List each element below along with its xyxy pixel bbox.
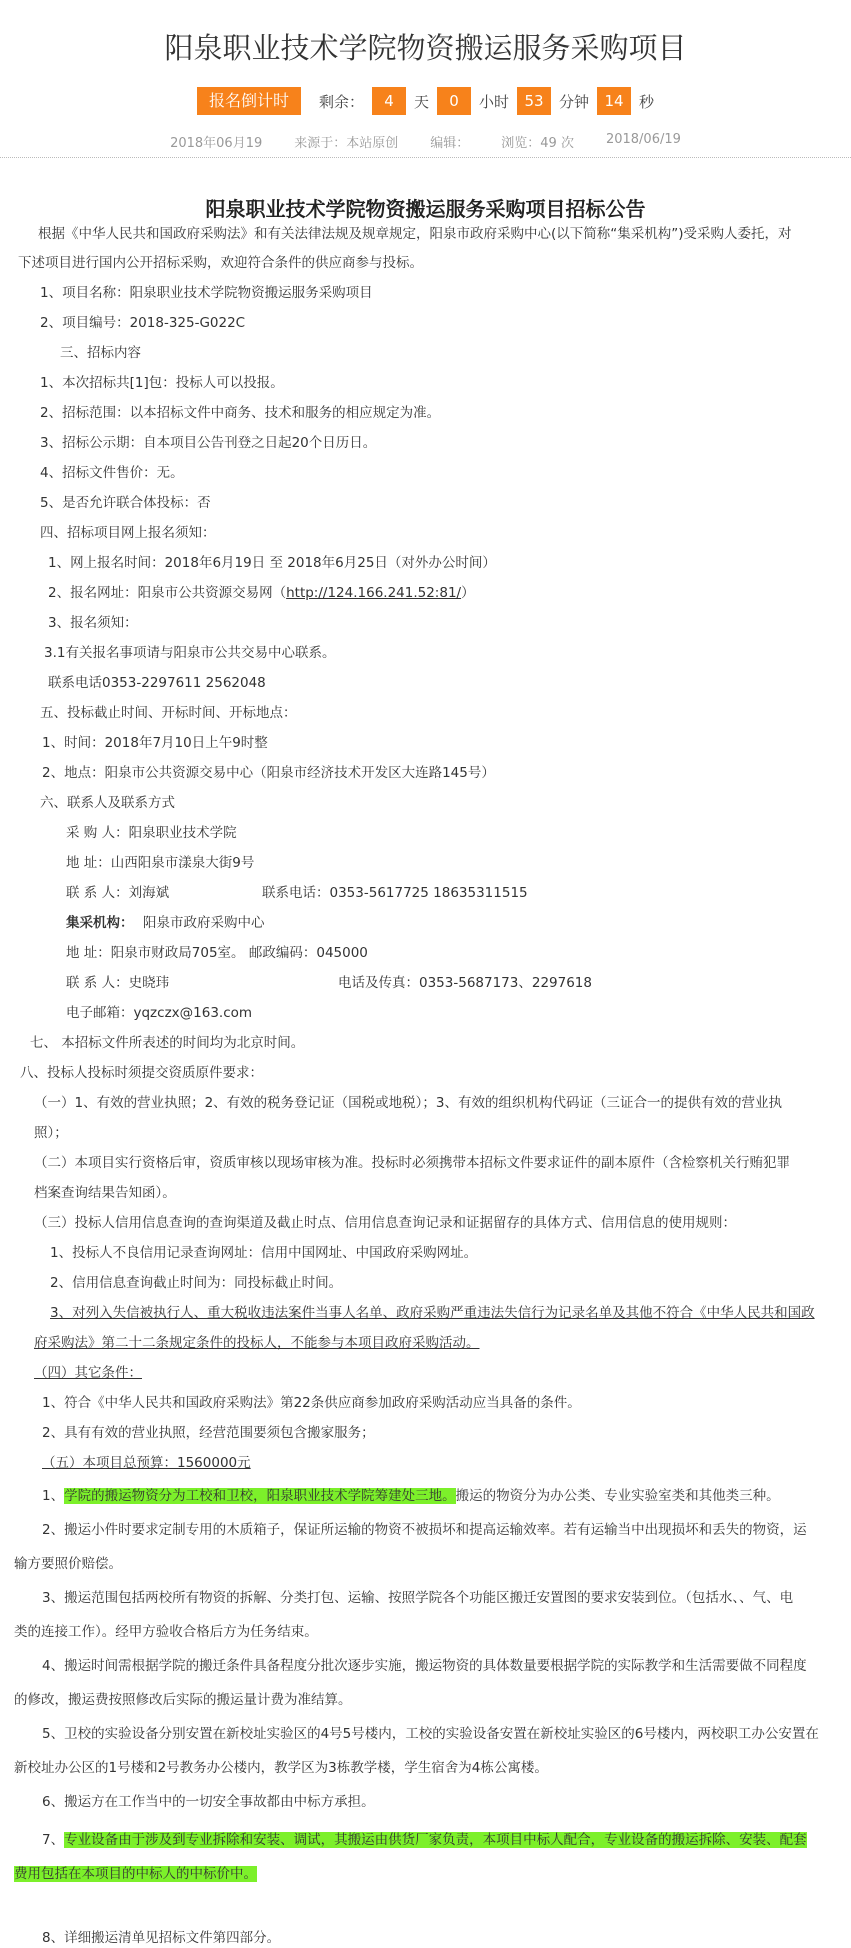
paragraph-line: 1、项目名称：阳泉职业技术学院物资搬运服务采购项目 — [40, 285, 373, 301]
section-heading: （四）其它条件： — [34, 1365, 142, 1381]
remain-label: 剩余： — [318, 92, 364, 111]
paragraph-line: 5、卫校的实验设备分别安置在新校址实验区的4号5号楼内，工校的实验设备安置在新校址实验区的6号楼内，两校职工办公安置在 — [42, 1726, 819, 1742]
item-number: 7、 — [42, 1832, 65, 1848]
paragraph-line: 联系电话0353-2297611 2562048 — [48, 675, 266, 691]
paragraph-line: 阳泉市政府采购中心 — [143, 915, 265, 931]
section-heading: 三、招标内容 — [60, 345, 141, 361]
paragraph-line: 输方要照价赔偿。 — [14, 1556, 122, 1572]
registration-link[interactable]: http://124.166.241.52:81/ — [286, 585, 462, 601]
countdown-bar — [0, 87, 851, 115]
paragraph-line: 集采机构： — [66, 915, 134, 931]
paragraph-line: 3、搬运范围包括两校所有物资的拆解、分类打包、运输、按照学院各个功能区搬迁安置图的要求安装到位。（包括水、、气、电 — [42, 1590, 794, 1606]
paragraph-line: 电子邮箱：yqzczx@163.com — [66, 1005, 253, 1021]
paragraph-line: （一）1、有效的营业执照；2、有效的税务登记证（国税或地税）；3、有效的组织机构代码证（三证合一的提供有效的营业执 — [34, 1095, 783, 1111]
meta-source: 来源于：本站原创 — [294, 136, 399, 151]
countdown-days: 4 — [372, 87, 406, 115]
item-text: 搬运的物资分为办公类、专业实验室类和其他类三种。 — [455, 1488, 780, 1504]
countdown-seconds: 14 — [597, 87, 631, 115]
paragraph-line: 1、网上报名时间：2018年6月19日 至 2018年6月25日（对外办公时间） — [48, 555, 496, 571]
paragraph-line: 档案查询结果告知函）。 — [34, 1185, 176, 1201]
seconds-unit: 秒 — [639, 92, 655, 111]
paragraph-line: 的修改，搬运费按照修改后实际的搬运量计费为准结算。 — [14, 1692, 352, 1708]
days-unit: 天 — [413, 92, 429, 111]
paragraph-line: 下述项目进行国内公开招标采购，欢迎符合条件的供应商参与投标。 — [18, 255, 423, 271]
paragraph-line: 地 址：山西阳泉市漾泉大街9号 — [66, 855, 255, 871]
paragraph-line: 2、招标范围：以本招标文件中商务、技术和服务的相应规定为准。 — [40, 405, 441, 421]
section-heading: 七、 本招标文件所表述的时间均为北京时间。 — [30, 1035, 305, 1051]
paragraph-line: 3、报名须知： — [48, 615, 138, 631]
paragraph-line: （三）投标人信用信息查询的查询渠道及截止时点、信用信息查询记录和证据留存的具体方式、信用信息的使用规则： — [34, 1215, 736, 1231]
paragraph-line: 类的连接工作）。经甲方验收合格后方为任务结束。 — [14, 1624, 318, 1640]
highlighted-text: 学院的搬运物资分为工校和卫校，阳泉职业技术学院筹建处三地。 — [64, 1488, 456, 1504]
paragraph-line: 联 系 人：刘海斌 — [66, 885, 170, 901]
paragraph-line: 1、投标人不良信用记录查询网址：信用中国网址、中国政府采购网址。 — [50, 1245, 478, 1261]
paragraph-line: 采 购 人：阳泉职业技术学院 — [66, 825, 237, 841]
article-meta — [0, 132, 851, 151]
paragraph-line — [42, 1486, 780, 1506]
countdown-minutes: 53 — [517, 87, 551, 115]
paragraph-line: 照）； — [34, 1125, 68, 1141]
countdown-hours: 0 — [437, 87, 471, 115]
section-heading: 四、招标项目网上报名须知： — [40, 525, 216, 541]
paragraph-line: 5、是否允许联合体投标：否 — [40, 495, 211, 511]
section-heading: 五、投标截止时间、开标时间、开标地点： — [40, 705, 297, 721]
highlighted-text: 费用包括在本项目的中标人的中标价中。 — [14, 1866, 257, 1882]
paragraph-line — [42, 1830, 807, 1850]
url-prefix: 2、报名网址：阳泉市公共资源交易网（ — [48, 585, 287, 601]
meta-editor: 编辑： — [430, 136, 470, 151]
paragraph-line: 2、项目编号：2018-325-G022C — [40, 315, 246, 331]
meta-date: 2018年06月19 — [170, 136, 263, 151]
item-number: 1、 — [42, 1488, 65, 1504]
url-suffix: ） — [461, 585, 475, 601]
section-heading: 八、投标人投标时须提交资质原件要求： — [20, 1065, 263, 1081]
paragraph-line: 2、信用信息查询截止时间为：同投标截止时间。 — [50, 1275, 343, 1291]
paragraph-line: 电话及传真：0353-5687173、2297618 — [338, 975, 592, 991]
minutes-unit: 分钟 — [559, 92, 590, 111]
paragraph-line: 联 系 人：史晓玮 — [66, 975, 170, 991]
meta-views: 浏览：49 次 — [501, 136, 574, 151]
paragraph-line: 3.1有关报名事项请与阳泉市公共交易中心联系。 — [44, 645, 336, 661]
paragraph-line: 府采购法》第二十二条规定条件的投标人，不能参与本项目政府采购活动。 — [34, 1335, 480, 1351]
paragraph-line: 1、时间：2018年7月10日上午9时整 — [42, 735, 268, 751]
paragraph-line: 8、详细搬运清单见招标文件第四部分。 — [42, 1930, 281, 1946]
paragraph-line: 2、具有有效的营业执照，经营范围要须包含搬家服务； — [42, 1425, 375, 1441]
paragraph-line: 3、对列入失信被执行人、重大税收违法案件当事人名单、政府采购严重违法失信行为记录名单及其他不符合《中华人民共和国政 — [50, 1305, 815, 1321]
paragraph-line: 4、搬运时间需根据学院的搬迁条件具备程度分批次逐步实施，搬运物资的具体数量要根据学院的实际教学和生活需要做不同程度 — [42, 1658, 807, 1674]
paragraph-line: 1、本次招标共[1]包：投标人可以投报。 — [40, 375, 284, 391]
paragraph-line: 1、符合《中华人民共和国政府采购法》第22条供应商参加政府采购活动应当具备的条件。 — [42, 1395, 581, 1411]
highlighted-text: 专业设备由于涉及到专业拆除和安装、调试，其搬运由供货厂家负责，本项目中标人配合，专业设备的搬运拆除、安装、配套 — [64, 1832, 807, 1848]
divider — [0, 157, 851, 158]
paragraph-line: 2、地点：阳泉市公共资源交易中心（阳泉市经济技术开发区大连路145号） — [42, 765, 495, 781]
paragraph-line: 联系电话：0353-5617725 18635311515 — [262, 885, 528, 901]
section-heading: （五）本项目总预算：1560000元 — [42, 1455, 251, 1471]
paragraph-line: 地 址：阳泉市财政局705室。 邮政编码：045000 — [66, 945, 368, 961]
meta-date2: 2018/06/19 — [605, 132, 681, 147]
hours-unit: 小时 — [479, 92, 510, 111]
paragraph-line: 3、招标公示期：自本项目公告刊登之日起20个日历日。 — [40, 435, 377, 451]
section-heading: 六、联系人及联系方式 — [40, 795, 175, 811]
paragraph-line: 新校址办公区的1号楼和2号教务办公楼内，教学区为3栋教学楼，学生宿舍为4栋公寓楼。 — [14, 1760, 548, 1776]
paragraph-line: 6、搬运方在工作当中的一切安全事故都由中标方承担。 — [42, 1794, 375, 1810]
paragraph-line: 4、招标文件售价：无。 — [40, 465, 184, 481]
paragraph-line: 2、搬运小件时要求定制专用的木质箱子，保证所运输的物资不被损坏和提高运输效率。若有运输当中出现损坏和丢失的物资，运 — [42, 1522, 807, 1538]
page-title: 阳泉职业技术学院物资搬运服务采购项目 — [164, 31, 687, 65]
document-title: 阳泉职业技术学院物资搬运服务采购项目招标公告 — [205, 197, 646, 221]
countdown-button[interactable]: 报名倒计时 — [197, 87, 301, 115]
paragraph-line: 根据《中华人民共和国政府采购法》和有关法律法规及规章规定，阳泉市政府采购中心(以下简称“集采机构”)受采购人委托，对 — [38, 226, 792, 242]
paragraph-line: （二）本项目实行资格后审，资质审核以现场审核为准。投标时必须携带本招标文件要求证件的副本原件（含检察机关行贿犯罪 — [34, 1155, 790, 1171]
paragraph-line — [14, 1864, 257, 1884]
paragraph-line — [48, 583, 475, 603]
